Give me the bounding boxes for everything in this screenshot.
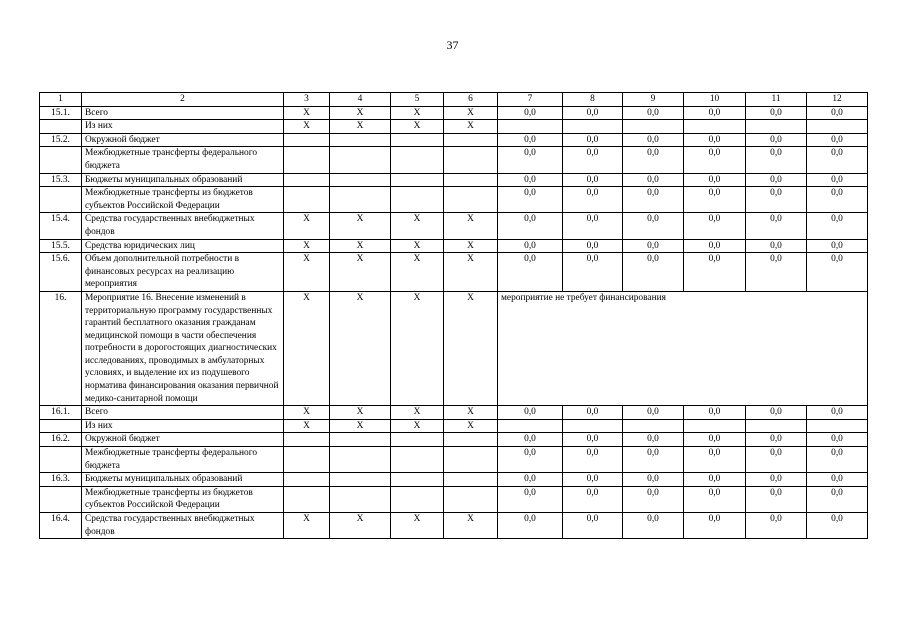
- x-mark-cell: [444, 173, 498, 187]
- x-mark-cell: X: [330, 513, 391, 539]
- x-mark-cell: X: [330, 253, 391, 292]
- x-mark-cell: [330, 173, 391, 187]
- value-cell: 0,0: [684, 486, 746, 512]
- x-mark-cell: X: [284, 253, 330, 292]
- value-cell: 0,0: [623, 406, 684, 420]
- table-row: [40, 253, 868, 292]
- x-mark-cell: [391, 173, 444, 187]
- x-mark-cell: [391, 187, 444, 213]
- x-mark-cell: [284, 133, 330, 147]
- value-cell: 0,0: [623, 173, 684, 187]
- value-cell: 0,0: [498, 486, 563, 512]
- x-mark-cell: [330, 147, 391, 173]
- table-row: [40, 486, 868, 512]
- x-mark-cell: X: [444, 239, 498, 253]
- x-mark-cell: [444, 473, 498, 487]
- header-row: [40, 93, 868, 107]
- table-row: [40, 433, 868, 447]
- header-cell: 2: [82, 93, 284, 107]
- header-cell: 6: [444, 93, 498, 107]
- value-cell: 0,0: [807, 133, 868, 147]
- x-mark-cell: [284, 173, 330, 187]
- row-number: 15.1.: [40, 106, 82, 120]
- value-cell: 0,0: [623, 147, 684, 173]
- x-mark-cell: [284, 486, 330, 512]
- header-cell: 4: [330, 93, 391, 107]
- value-cell: 0,0: [498, 513, 563, 539]
- row-number: 15.3.: [40, 173, 82, 187]
- x-mark-cell: [284, 187, 330, 213]
- x-mark-cell: [284, 473, 330, 487]
- x-mark-cell: [284, 447, 330, 473]
- value-cell: 0,0: [746, 447, 807, 473]
- value-cell: 0,0: [623, 513, 684, 539]
- value-cell: 0,0: [684, 106, 746, 120]
- row-name: Межбюджетные трансферты федерального бюджета: [82, 447, 284, 473]
- value-cell: [807, 120, 868, 134]
- x-mark-cell: [444, 433, 498, 447]
- value-cell: 0,0: [563, 239, 623, 253]
- value-cell: 0,0: [563, 173, 623, 187]
- value-cell: 0,0: [623, 433, 684, 447]
- header-cell: 9: [623, 93, 684, 107]
- value-cell: [746, 120, 807, 134]
- value-cell: 0,0: [623, 187, 684, 213]
- x-mark-cell: X: [330, 213, 391, 239]
- row-name: Межбюджетные трансферты из бюджетов субъектов Российской Федерации: [82, 187, 284, 213]
- value-cell: 0,0: [498, 253, 563, 292]
- x-mark-cell: X: [284, 513, 330, 539]
- x-mark-cell: X: [330, 106, 391, 120]
- value-cell: 0,0: [746, 473, 807, 487]
- value-cell: 0,0: [807, 173, 868, 187]
- x-mark-cell: [391, 433, 444, 447]
- value-cell: 0,0: [807, 213, 868, 239]
- x-mark-cell: X: [391, 513, 444, 539]
- value-cell: 0,0: [746, 433, 807, 447]
- x-mark-cell: [330, 486, 391, 512]
- x-mark-cell: [284, 147, 330, 173]
- value-cell: 0,0: [807, 187, 868, 213]
- value-cell: 0,0: [563, 253, 623, 292]
- value-cell: 0,0: [807, 239, 868, 253]
- table-row: [40, 147, 868, 173]
- value-cell: 0,0: [498, 106, 563, 120]
- value-cell: 0,0: [807, 513, 868, 539]
- x-mark-cell: X: [330, 406, 391, 420]
- row-number: 16.3.: [40, 473, 82, 487]
- header-cell: 10: [684, 93, 746, 107]
- value-cell: 0,0: [746, 253, 807, 292]
- row-number: [40, 120, 82, 134]
- x-mark-cell: X: [284, 419, 330, 433]
- row-number: [40, 486, 82, 512]
- value-cell: 0,0: [563, 486, 623, 512]
- value-cell: 0,0: [746, 406, 807, 420]
- value-cell: 0,0: [746, 187, 807, 213]
- row-name: Бюджеты муниципальных образований: [82, 173, 284, 187]
- row-number: [40, 447, 82, 473]
- x-mark-cell: X: [444, 419, 498, 433]
- row-number: 15.5.: [40, 239, 82, 253]
- row-number: 15.4.: [40, 213, 82, 239]
- table-row: [40, 133, 868, 147]
- x-mark-cell: X: [284, 120, 330, 134]
- value-cell: 0,0: [498, 187, 563, 213]
- value-cell: 0,0: [807, 147, 868, 173]
- table-row: [40, 513, 868, 539]
- table-row: [40, 473, 868, 487]
- value-cell: [684, 120, 746, 134]
- value-cell: 0,0: [563, 513, 623, 539]
- value-cell: 0,0: [563, 406, 623, 420]
- row-number: 16.1.: [40, 406, 82, 420]
- x-mark-cell: X: [284, 213, 330, 239]
- row-name: Мероприятие 16. Внесение изменений в территориальную программу государственных гарантий бесплатного оказания гражданам медицинской помощи в части обеспечения потребности в дорогостоящих диагностических исследованиях, проводимых в амбулаторных условиях, и выделение их из подушевого норматива финансирования оказания первичной медико-санитарной помощи: [82, 291, 284, 405]
- value-cell: 0,0: [684, 187, 746, 213]
- value-cell: 0,0: [623, 106, 684, 120]
- value-cell: 0,0: [807, 486, 868, 512]
- value-cell: 0,0: [684, 473, 746, 487]
- value-cell: [807, 419, 868, 433]
- header-cell: 11: [746, 93, 807, 107]
- x-mark-cell: X: [284, 291, 330, 405]
- row-number: [40, 147, 82, 173]
- header-cell: 7: [498, 93, 563, 107]
- x-mark-cell: [391, 486, 444, 512]
- x-mark-cell: [330, 433, 391, 447]
- header-cell: 3: [284, 93, 330, 107]
- row-number: [40, 187, 82, 213]
- value-cell: 0,0: [498, 406, 563, 420]
- x-mark-cell: X: [391, 213, 444, 239]
- x-mark-cell: X: [391, 239, 444, 253]
- row-number: 16.: [40, 291, 82, 405]
- row-number: 16.4.: [40, 513, 82, 539]
- value-cell: [623, 419, 684, 433]
- value-cell: 0,0: [807, 253, 868, 292]
- value-cell: 0,0: [807, 406, 868, 420]
- value-cell: 0,0: [746, 133, 807, 147]
- row-name: Бюджеты муниципальных образований: [82, 473, 284, 487]
- value-cell: 0,0: [684, 433, 746, 447]
- measure-16-row: [40, 291, 868, 405]
- value-cell: 0,0: [746, 486, 807, 512]
- x-mark-cell: [330, 447, 391, 473]
- x-mark-cell: [330, 187, 391, 213]
- x-mark-cell: X: [391, 253, 444, 292]
- table-row: [40, 419, 868, 433]
- x-mark-cell: X: [444, 213, 498, 239]
- value-cell: 0,0: [498, 173, 563, 187]
- x-mark-cell: [444, 133, 498, 147]
- header-cell: 5: [391, 93, 444, 107]
- value-cell: 0,0: [623, 473, 684, 487]
- row-number: 16.2.: [40, 433, 82, 447]
- table-row: [40, 447, 868, 473]
- value-cell: 0,0: [563, 187, 623, 213]
- financing-table: [39, 92, 868, 539]
- x-mark-cell: X: [330, 239, 391, 253]
- value-cell: 0,0: [807, 447, 868, 473]
- x-mark-cell: [391, 133, 444, 147]
- x-mark-cell: [391, 147, 444, 173]
- table-row: [40, 173, 868, 187]
- x-mark-cell: [284, 433, 330, 447]
- table-row: [40, 187, 868, 213]
- x-mark-cell: [391, 473, 444, 487]
- row-name: Окружной бюджет: [82, 433, 284, 447]
- row-name: Средства государственных внебюджетных фондов: [82, 513, 284, 539]
- value-cell: 0,0: [498, 473, 563, 487]
- value-cell: [746, 419, 807, 433]
- x-mark-cell: [444, 147, 498, 173]
- row-name: Окружной бюджет: [82, 133, 284, 147]
- value-cell: 0,0: [563, 147, 623, 173]
- value-cell: 0,0: [563, 473, 623, 487]
- value-cell: 0,0: [684, 406, 746, 420]
- value-cell: 0,0: [498, 447, 563, 473]
- x-mark-cell: [330, 473, 391, 487]
- value-cell: [563, 419, 623, 433]
- value-cell: 0,0: [746, 213, 807, 239]
- value-cell: 0,0: [623, 253, 684, 292]
- x-mark-cell: [444, 447, 498, 473]
- value-cell: 0,0: [684, 239, 746, 253]
- row-name: Средства государственных внебюджетных фондов: [82, 213, 284, 239]
- value-cell: [684, 419, 746, 433]
- x-mark-cell: X: [284, 239, 330, 253]
- row-name: Из них: [82, 120, 284, 134]
- row-number: [40, 419, 82, 433]
- x-mark-cell: X: [330, 291, 391, 405]
- value-cell: 0,0: [623, 239, 684, 253]
- x-mark-cell: X: [391, 120, 444, 134]
- x-mark-cell: X: [391, 106, 444, 120]
- value-cell: 0,0: [807, 433, 868, 447]
- x-mark-cell: X: [391, 406, 444, 420]
- value-cell: 0,0: [623, 133, 684, 147]
- x-mark-cell: [444, 187, 498, 213]
- x-mark-cell: X: [284, 406, 330, 420]
- x-mark-cell: X: [391, 419, 444, 433]
- value-cell: [623, 120, 684, 134]
- value-cell: 0,0: [563, 133, 623, 147]
- value-cell: 0,0: [684, 213, 746, 239]
- value-cell: 0,0: [623, 486, 684, 512]
- value-cell: 0,0: [563, 106, 623, 120]
- row-number: 15.6.: [40, 253, 82, 292]
- x-mark-cell: X: [444, 406, 498, 420]
- page-number: 37: [446, 38, 459, 52]
- x-mark-cell: X: [444, 253, 498, 292]
- value-cell: 0,0: [746, 173, 807, 187]
- value-cell: 0,0: [563, 447, 623, 473]
- row-name: Всего: [82, 406, 284, 420]
- x-mark-cell: X: [444, 120, 498, 134]
- row-name: Всего: [82, 106, 284, 120]
- row-name: Объем дополнительной потребности в финансовых ресурсах на реализацию мероприятия: [82, 253, 284, 292]
- x-mark-cell: X: [330, 419, 391, 433]
- value-cell: 0,0: [498, 433, 563, 447]
- row-name: Межбюджетные трансферты из бюджетов субъектов Российской Федерации: [82, 486, 284, 512]
- value-cell: 0,0: [563, 433, 623, 447]
- x-mark-cell: [444, 486, 498, 512]
- no-financing-note: мероприятие не требует финансирования: [498, 291, 868, 405]
- value-cell: 0,0: [807, 106, 868, 120]
- value-cell: 0,0: [684, 173, 746, 187]
- header-cell: 1: [40, 93, 82, 107]
- value-cell: 0,0: [498, 147, 563, 173]
- value-cell: [498, 120, 563, 134]
- table-row: [40, 120, 868, 134]
- value-cell: 0,0: [746, 239, 807, 253]
- value-cell: 0,0: [623, 213, 684, 239]
- value-cell: 0,0: [684, 253, 746, 292]
- table-row: [40, 406, 868, 420]
- row-number: 15.2.: [40, 133, 82, 147]
- x-mark-cell: X: [391, 291, 444, 405]
- value-cell: 0,0: [807, 473, 868, 487]
- header-cell: 8: [563, 93, 623, 107]
- value-cell: 0,0: [684, 133, 746, 147]
- value-cell: 0,0: [498, 213, 563, 239]
- x-mark-cell: X: [444, 513, 498, 539]
- row-name: Средства юридических лиц: [82, 239, 284, 253]
- table-row: [40, 239, 868, 253]
- table-row: [40, 106, 868, 120]
- table-row: [40, 213, 868, 239]
- row-name: Межбюджетные трансферты федерального бюджета: [82, 147, 284, 173]
- x-mark-cell: [330, 133, 391, 147]
- value-cell: 0,0: [684, 147, 746, 173]
- value-cell: [563, 120, 623, 134]
- value-cell: 0,0: [498, 133, 563, 147]
- row-name: Из них: [82, 419, 284, 433]
- value-cell: 0,0: [746, 147, 807, 173]
- value-cell: 0,0: [623, 447, 684, 473]
- value-cell: 0,0: [684, 513, 746, 539]
- value-cell: 0,0: [746, 513, 807, 539]
- x-mark-cell: X: [330, 120, 391, 134]
- value-cell: 0,0: [498, 239, 563, 253]
- x-mark-cell: X: [444, 106, 498, 120]
- x-mark-cell: X: [444, 291, 498, 405]
- value-cell: 0,0: [684, 447, 746, 473]
- value-cell: [498, 419, 563, 433]
- header-cell: 12: [807, 93, 868, 107]
- value-cell: 0,0: [746, 106, 807, 120]
- x-mark-cell: [391, 447, 444, 473]
- value-cell: 0,0: [563, 213, 623, 239]
- x-mark-cell: X: [284, 106, 330, 120]
